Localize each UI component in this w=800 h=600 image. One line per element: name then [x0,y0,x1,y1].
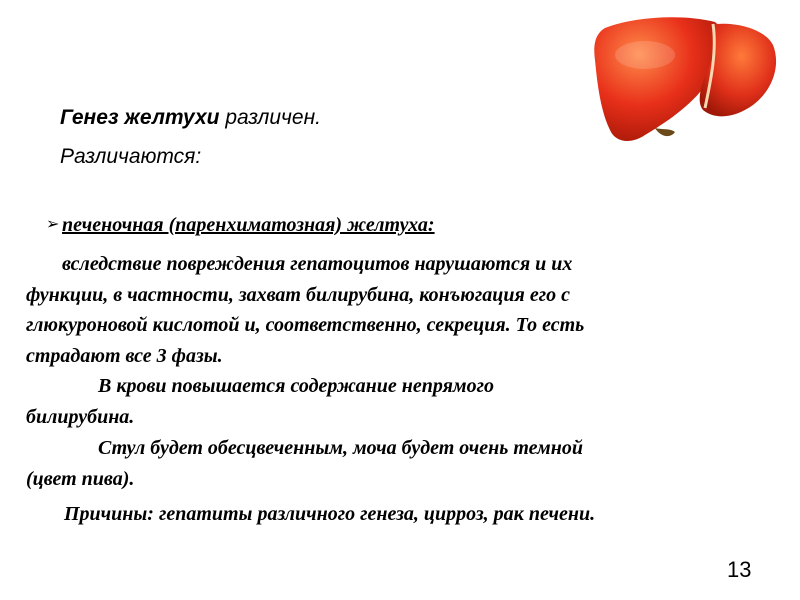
page-number: 13 [727,557,752,582]
paragraph-causes: Причины: гепатиты различного генеза, цирроз, рак печени. [64,503,596,525]
bullet-title: печеночная (паренхиматозная) желтуха: [62,214,435,236]
paragraph-mechanism: вследствие повреждения гепатоцитов нарушаются и их функции, в частности, захват билирубина, конъюгация его с глюкуроновой кислотой и, соответственно, секреция. То есть страдают все 3 фазы. [26,253,585,367]
intro-line-1: Генез желтухи различен. [60,106,321,129]
bullet-marker: ➢ [46,216,60,233]
liver-illustration [575,10,785,155]
paragraph-blood: В крови повышается содержание непрямого билирубина. [26,375,495,428]
intro-line-2: Различаются: [60,145,202,168]
paragraph-stool-urine: Стул будет обесцвеченным, моча будет очень темной (цвет пива). [26,437,583,490]
